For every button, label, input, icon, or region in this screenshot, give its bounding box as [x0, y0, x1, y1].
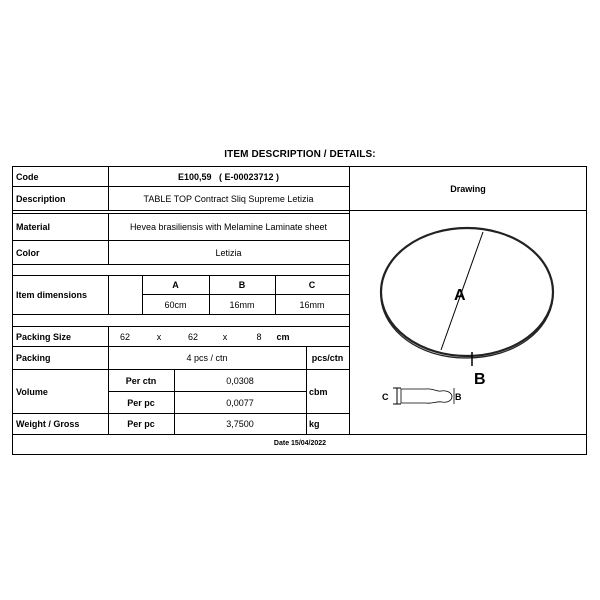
weight-label: Weight / Gross: [16, 419, 80, 429]
packing-size-height: 8: [256, 331, 262, 342]
material-label: Material: [16, 222, 51, 232]
packing-size-label: Packing Size: [16, 331, 72, 342]
color-value: Letizia: [215, 247, 242, 258]
volume-per-pc-value: 0,0077: [226, 397, 254, 408]
code-label: Code: [16, 171, 39, 182]
dimension-value-c: 16mm: [299, 299, 325, 310]
drawing-header: Drawing: [450, 183, 486, 194]
dimension-label-b: B: [474, 371, 486, 388]
dimension-header-c: C: [308, 280, 316, 290]
packing-unit: pcs/ctn: [311, 353, 344, 363]
code-value: E100,59 ( E-00023712 ): [177, 171, 280, 182]
color-label: Color: [16, 247, 40, 258]
packing-label: Packing: [16, 353, 51, 363]
description-value: TABLE TOP Contract Sliq Supreme Letizia: [143, 193, 314, 204]
table-top-drawing: [350, 211, 586, 433]
weight-per-pc-label: Per pc: [127, 419, 155, 429]
packing-size-unit: cm: [276, 331, 290, 342]
page-title: ITEM DESCRIPTION / DETAILS:: [224, 149, 376, 160]
weight-value: 3,7500: [226, 419, 254, 429]
dimension-header-a: A: [172, 280, 179, 290]
packing-value: 4 pcs / ctn: [186, 353, 228, 363]
description-label: Description: [16, 193, 66, 204]
weight-unit: kg: [309, 419, 320, 429]
packing-size-times: x: [156, 331, 162, 342]
table-top-ellipse: [381, 228, 553, 356]
volume-unit: cbm: [309, 386, 328, 397]
volume-label: Volume: [16, 386, 48, 397]
dimension-header-b: B: [238, 280, 246, 290]
material-value: Hevea brasiliensis with Melamine Laminate sheet: [129, 222, 328, 232]
dimensions-label: Item dimensions: [16, 290, 88, 300]
packing-size-length: 62: [119, 331, 130, 342]
dimension-label-a: A: [454, 287, 466, 304]
volume-per-ctn-label: Per ctn: [125, 375, 157, 386]
profile-label-b: B: [455, 392, 462, 402]
packing-size-width: 62: [187, 331, 198, 342]
volume-per-pc-label: Per pc: [127, 397, 155, 408]
profile-label-c: C: [382, 392, 389, 402]
date-footer: Date 15/04/2022: [273, 440, 327, 447]
edge-profile: [401, 389, 452, 403]
volume-per-ctn-value: 0,0308: [226, 375, 254, 386]
packing-size-times: x: [222, 331, 228, 342]
dimension-value-a: 60cm: [164, 299, 187, 310]
dimension-value-b: 16mm: [229, 299, 255, 310]
